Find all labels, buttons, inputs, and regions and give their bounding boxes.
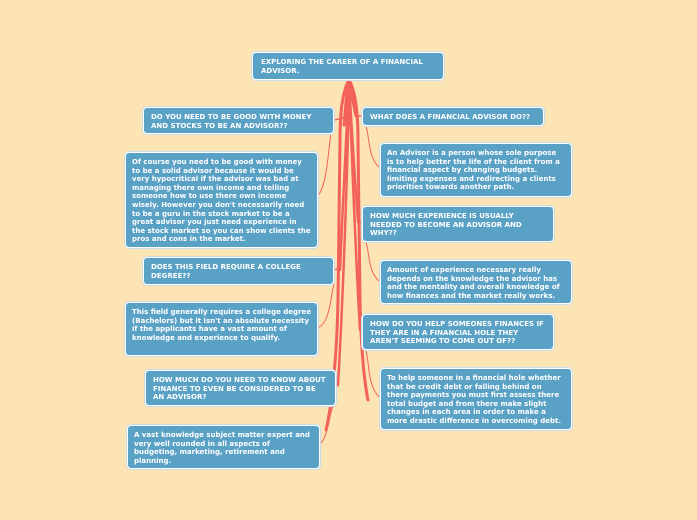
answer-text: This field generally requires a college degree (Bachelors) but it isn't an absolute necessity if the applicants have a vast amount of knowledge and experience to qualify. (132, 308, 311, 342)
answer-connector (366, 242, 380, 282)
answer-node-finance-knowledge[interactable] (127, 425, 320, 469)
branch-connector (334, 118, 344, 120)
answer-text: Amount of experience necessary really depends on the knowledge the advisor has and the mentality and overall knowledge of how finances and the market really works. (387, 266, 560, 300)
answer-node-what-advisor-does[interactable] (380, 143, 572, 197)
answer-connector (366, 126, 380, 168)
answer-connector (318, 124, 334, 196)
question-text: DOES THIS FIELD REQUIRE A COLLEGE DEGREE?? (151, 263, 301, 280)
question-text: DO YOU NEED TO BE GOOD WITH MONEY AND STOCKS TO BE AN ADVISOR?? (151, 113, 312, 130)
answer-text: A vast knowledge subject matter expert and very well rounded in all aspects of budgeting, marketing, retirement and planning. (134, 431, 310, 465)
root-title: EXPLORING THE CAREER OF A FINANCIAL ADVISOR. (261, 58, 423, 75)
answer-node-money-stocks[interactable] (125, 152, 318, 248)
question-text: HOW DO YOU HELP SOMEONES FINANCES IF THEY ARE IN A FINANCIAL HOLE THEY AREN'T SEEMING TO COME OUT OF?? (370, 320, 544, 346)
question-text: HOW MUCH EXPERIENCE IS USUALLY NEEDED TO BECOME AN ADVISOR AND WHY?? (370, 212, 522, 238)
question-text: HOW MUCH DO YOU NEED TO KNOW ABOUT FINANCE TO EVEN BE CONSIDERED TO BE AN ADVISOR? (153, 376, 326, 402)
answer-node-experience-needed[interactable] (380, 260, 572, 304)
answer-text: An Advisor is a person whose sole purpose is to help better the life of the client from a financial aspect by changing budgets. limiting expenses and redirecting a clients priorities towards another path. (387, 149, 560, 192)
question-text: WHAT DOES A FINANCIAL ADVISOR DO?? (370, 113, 531, 121)
question-node-money-stocks[interactable] (143, 107, 334, 134)
question-node-finance-knowledge[interactable] (145, 370, 336, 406)
branch-connector (336, 385, 338, 387)
answer-text: Of course you need to be good with money to be a solid advisor because it would be very hypocritical if the advisor was bad at managing there own income and telling someone how to use there own income wisely. However you don't necessarily need to be a guru in the stock market to be a great advisor you just need experience in the stock market so you can show clients the pros and cons in the market. (132, 158, 311, 244)
answer-connector (318, 284, 334, 328)
question-node-experience-needed[interactable] (362, 206, 554, 242)
answer-node-college-degree[interactable] (125, 302, 318, 356)
answer-node-financial-hole[interactable] (380, 368, 572, 430)
root-node[interactable] (252, 52, 444, 80)
answer-text: To help someone in a financial hole whether that be credit debt or falling behind on there payments you must first assess there total budget and from there make slight changes in each area in order to make a more drastic difference in overcoming debt. (387, 374, 562, 425)
question-node-college-degree[interactable] (143, 257, 334, 285)
question-node-financial-hole[interactable] (362, 314, 554, 350)
question-node-what-advisor-does[interactable] (362, 107, 544, 126)
answer-connector (366, 350, 380, 398)
